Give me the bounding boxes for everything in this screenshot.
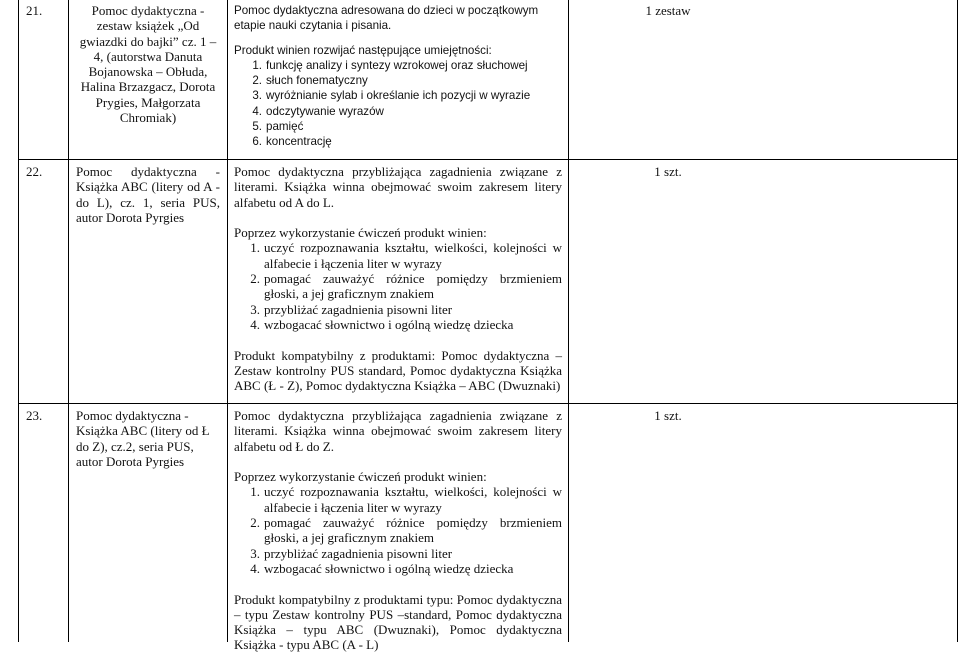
list-item: 3. wyróżnianie sylab i określanie ich pozycji w wyrazie — [252, 89, 531, 103]
row-21-number: 21. — [26, 3, 43, 18]
list-item: 1. uczyć rozpoznawania kształtu, wielkości, kolejności w alfabecie i łączenia liter w wyrazy — [250, 240, 562, 271]
row-21-skills-heading: Produkt winien rozwijać następujące umiejętności: — [234, 43, 492, 57]
column-divider-2 — [227, 0, 228, 642]
list-item: 2. słuch fonematyczny — [252, 74, 368, 88]
list-item: 4. wzbogacać słownictwo i ogólną wiedzę dziecka — [250, 316, 514, 332]
row-21-description-intro: Pomoc dydaktyczna adresowana do dzieci w początkowym etapie nauki czytania i pisania. — [234, 4, 539, 33]
row-23-description-intro: Pomoc dydaktyczna przybliżająca zagadnienia związane z literami. Książka winna obejmować swoim zakresem litery alfabetu od Ł do Z. — [234, 408, 562, 454]
row-22-compatibility: Produkt kompatybilny z produktami: Pomoc dydaktyczna – Zestaw kontrolny PUS standard, Pomoc dydaktyczna Książka ABC (Ł - Z), Pomoc dydaktyczna Książka – ABC (Dwuznaki) — [234, 347, 562, 394]
list-item: 1. funkcję analizy i syntezy wzrokowej oraz słuchowej — [252, 58, 528, 72]
table-border-right — [957, 0, 958, 642]
row-23-goals-heading: Poprzez wykorzystanie ćwiczeń produkt winien: — [234, 469, 487, 485]
row-22-description-intro: Pomoc dydaktyczna przybliżająca zagadnienia związane z literami. Książka winna obejmować swoim zakresem litery alfabetu od A do L. — [234, 164, 562, 210]
row-divider-21-22 — [18, 159, 958, 160]
list-item: 3. przybliżać zagadnienia pisowni liter — [250, 545, 453, 561]
row-22-goals-heading: Poprzez wykorzystanie ćwiczeń produkt winien: — [234, 225, 487, 241]
column-divider-1 — [68, 0, 69, 642]
row-22-number: 22. — [26, 164, 43, 179]
list-item: 5. pamięć — [252, 120, 304, 134]
row-divider-22-23 — [18, 403, 958, 404]
row-23-quantity: 1 szt. — [654, 408, 682, 423]
row-21-quantity: 1 zestaw — [645, 3, 691, 18]
row-23-compatibility: Produkt kompatybilny z produktami typu: Pomoc dydaktyczna – typu Zestaw kontrolny PUS –standard, Pomoc dydaktyczna Książka – typu ABC (Dwuznaki), Pomoc dydaktyczna Książka - typu ABC (A - L) — [234, 591, 562, 653]
row-21-product-name: Pomoc dydaktyczna - zestaw książek „Od gwiazdki do bajki” cz. 1 – 4, (autorstwa Danuta Bojanowska – Obłuda, Halina Brzazgacz, Dorota Prygies, Małgorzata Chromiak) — [79, 3, 217, 126]
table-border-left — [18, 0, 19, 642]
list-item: 2. pomagać zauważyć różnice pomiędzy brzmieniem głoski, a jej graficznym znakiem — [250, 271, 562, 302]
list-item: 4. wzbogacać słownictwo i ogólną wiedzę dziecka — [250, 560, 514, 576]
row-22-quantity: 1 szt. — [654, 164, 682, 179]
row-23-description — [234, 408, 562, 653]
list-item: 3. przybliżać zagadnienia pisowni liter — [250, 301, 453, 317]
list-item: 2. pomagać zauważyć różnice pomiędzy brzmieniem głoski, a jej graficznym znakiem — [250, 515, 562, 546]
column-divider-3 — [568, 0, 569, 642]
row-22-description — [234, 164, 562, 393]
row-23-number: 23. — [26, 408, 43, 423]
list-item: 1. uczyć rozpoznawania kształtu, wielkości, kolejności w alfabecie i łączenia liter w wyrazy — [250, 484, 562, 515]
row-21-description — [234, 3, 562, 150]
row-22-product-name: Pomoc dydaktyczna - Książka ABC (litery od A - do L), cz. 1, seria PUS, autor Dorota Pyrgies — [76, 164, 220, 225]
list-item: 4. odczytywanie wyrazów — [252, 104, 384, 118]
list-item: 6. koncentrację — [252, 135, 332, 149]
row-23-product-name: Pomoc dydaktyczna - Książka ABC (litery od Ł do Z), cz.2, seria PUS, autor Dorota Pyrgies — [76, 408, 210, 469]
